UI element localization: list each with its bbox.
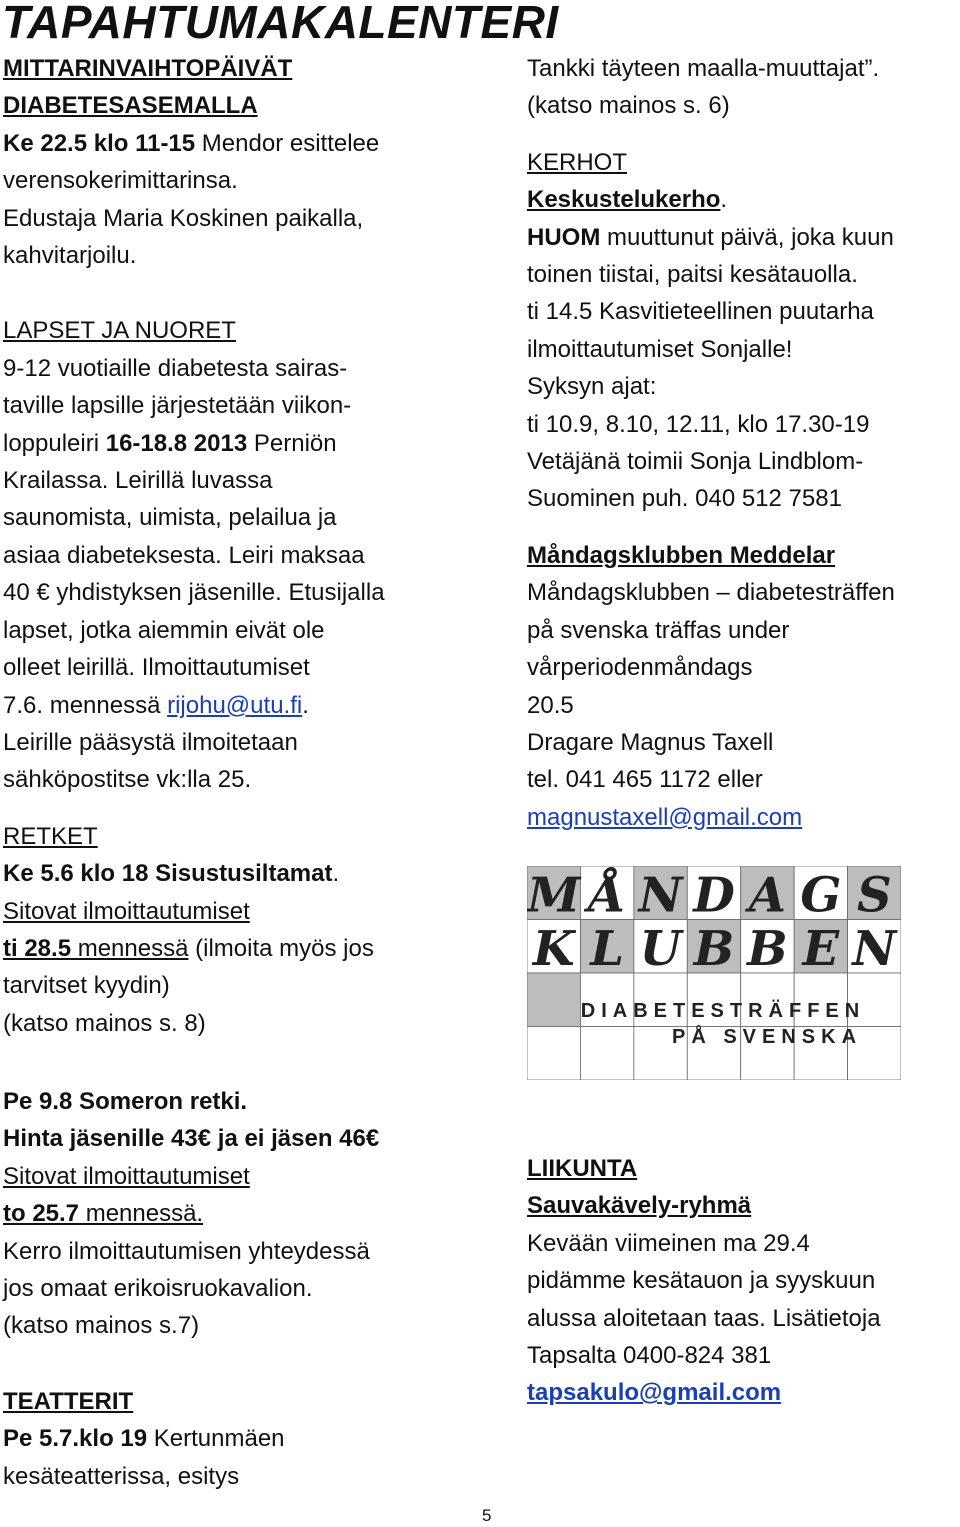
mandag-line-3: vårperiodenmåndags bbox=[527, 654, 753, 682]
retket-line-3c: (ilmoita myös jos bbox=[188, 934, 374, 962]
logo-letter: B bbox=[747, 920, 788, 977]
mandagsklubben-logo bbox=[527, 866, 901, 1080]
retket-line-5: (katso mainos s. 8) bbox=[3, 1009, 206, 1037]
liikunta-line-2: pidämme kesätauon ja syyskuun bbox=[527, 1267, 876, 1295]
right-column-lower bbox=[527, 1150, 960, 1412]
lapset-line-3 bbox=[3, 425, 473, 462]
logo-grid-cell bbox=[527, 973, 580, 1027]
someron-price: Hinta jäsenille 43€ ja ei jäsen 46€ bbox=[3, 1125, 380, 1153]
retket-line-1 bbox=[3, 855, 473, 892]
right-column-upper bbox=[527, 50, 960, 836]
liikunta-heading: LIIKUNTA bbox=[527, 1155, 638, 1182]
teatterit-line-1 bbox=[3, 1420, 473, 1457]
lapset-line-4: Krailassa. Leirillä luvassa bbox=[3, 467, 273, 495]
mittari-date: Ke 22.5 klo 11-15 bbox=[3, 129, 196, 157]
mandag-line-6: tel. 041 465 1172 eller bbox=[527, 766, 763, 794]
lapset-line-6: asiaa diabeteksesta. Leiri maksaa bbox=[3, 541, 365, 569]
lapset-line-10c: . bbox=[302, 691, 309, 719]
logo-letter: N bbox=[638, 867, 683, 924]
logo-letter: S bbox=[856, 867, 892, 924]
retket-heading: RETKET bbox=[3, 822, 98, 850]
retket-line-2: Sitovat ilmoittautumiset bbox=[3, 897, 250, 925]
lapset-line-3a: loppuleiri bbox=[3, 429, 106, 457]
huom-label: HUOM bbox=[527, 223, 601, 251]
retket-event: Ke 5.6 klo 18 Sisustusiltamat bbox=[3, 860, 333, 888]
mandag-heading: Måndagsklubben Meddelar bbox=[527, 541, 836, 569]
liikunta-line-4: Tapsalta 0400-824 381 bbox=[527, 1342, 772, 1370]
mandag-line-2: på svenska träffas under bbox=[527, 616, 790, 644]
kerhot-line-7: Vetäjänä toimii Sonja Lindblom- bbox=[527, 448, 864, 476]
lapset-line-10 bbox=[3, 687, 473, 724]
lapset-line-3c: Perniön bbox=[247, 429, 337, 457]
mittari-line-3: Edustaja Maria Koskinen paikalla, bbox=[3, 204, 364, 232]
someron-line-5: Kerro ilmoittautumisen yhteydessä bbox=[3, 1237, 370, 1265]
someron-deadline: to 25.7 bbox=[3, 1200, 80, 1228]
logo-letter: D bbox=[693, 867, 735, 924]
tankki-line-1: Tankki täyteen maalla-muuttajat”. bbox=[527, 55, 880, 82]
someron-line-6: jos omaat erikoisruokavalion. bbox=[3, 1275, 313, 1303]
retket-line-3 bbox=[3, 930, 473, 967]
someron-line-4-rest: mennessä. bbox=[79, 1200, 204, 1228]
keskustelukerho-dot: . bbox=[720, 186, 728, 214]
lapset-line-10a: 7.6. mennessä bbox=[3, 691, 168, 719]
logo-letter: B bbox=[693, 920, 735, 977]
mittari-heading-2: DIABETESASEMALLA bbox=[3, 92, 258, 120]
sauvakavely-heading: Sauvakävely-ryhmä bbox=[527, 1192, 752, 1220]
mittari-line-1-rest: Mendor esittelee bbox=[195, 129, 380, 157]
logo-letter: U bbox=[639, 920, 682, 977]
lapset-line-8: lapset, jotka aiemmin eivät ole bbox=[3, 616, 325, 644]
lapset-line-9: olleet leirillä. Ilmoittautumiset bbox=[3, 654, 310, 682]
kerhot-line-5: Syksyn ajat: bbox=[527, 373, 657, 401]
mittari-line-4: kahvitarjoilu. bbox=[3, 242, 137, 270]
teatterit-heading: TEATTERIT bbox=[3, 1387, 134, 1415]
teatterit-line-2: kesäteatterissa, esitys bbox=[3, 1462, 240, 1490]
kerhot-line-6: ti 10.9, 8.10, 12.11, klo 17.30-19 bbox=[527, 410, 870, 438]
mittari-heading: MITTARINVAIHTOPÄIVÄT bbox=[3, 55, 293, 82]
page-number: 5 bbox=[482, 1506, 492, 1525]
logo-letter: E bbox=[802, 920, 840, 977]
retket-line-1-rest: . bbox=[332, 860, 340, 888]
logo-letter: Å bbox=[588, 867, 626, 924]
logo-letter: K bbox=[532, 920, 575, 977]
kerhot-line-2: toinen tiistai, paitsi kesätauolla. bbox=[527, 261, 858, 289]
kerhot-line-1 bbox=[527, 219, 960, 256]
lapset-line-12: sähköpostitse vk:lla 25. bbox=[3, 766, 252, 794]
liikunta-line-3: alussa aloitetaan taas. Lisätietoja bbox=[527, 1304, 881, 1332]
mittari-line-2: verensokerimittarinsa. bbox=[3, 167, 238, 195]
mandag-line-1: Måndagsklubben – diabetesträffen bbox=[527, 579, 895, 607]
logo-letter: G bbox=[800, 867, 842, 924]
logo-letter: A bbox=[748, 867, 787, 924]
someron-line-3: Sitovat ilmoittautumiset bbox=[3, 1162, 250, 1190]
page-title: TAPAHTUMAKALENTERI bbox=[2, 0, 559, 48]
retket-line-4: tarvitset kyydin) bbox=[3, 972, 170, 1000]
logo-grid-cell bbox=[527, 1027, 580, 1081]
kerhot-subheading bbox=[527, 181, 960, 218]
mandag-line-5: Dragare Magnus Taxell bbox=[527, 728, 774, 756]
lapset-line-7: 40 € yhdistyksen jäsenille. Etusijalla bbox=[3, 579, 385, 607]
someron-title: Pe 9.8 Someron retki. bbox=[3, 1088, 248, 1115]
mittari-line-1 bbox=[3, 125, 473, 162]
tankki-line-2: (katso mainos s. 6) bbox=[527, 92, 730, 120]
logo-letter: M bbox=[527, 867, 581, 924]
someron-line-4 bbox=[3, 1195, 473, 1232]
lapset-line-2: taville lapsille järjestetään viikon- bbox=[3, 392, 352, 420]
kerhot-line-1-rest: muuttunut päivä, joka kuun bbox=[600, 223, 894, 251]
tapsakulo-email-link[interactable]: tapsakulo@gmail.com bbox=[527, 1379, 782, 1407]
lapset-line-1: 9-12 vuotiaille diabetesta sairas- bbox=[3, 354, 348, 382]
magnus-email-link[interactable]: magnustaxell@gmail.com bbox=[527, 803, 803, 831]
logo-subtitle-2: PÅ SVENSKA bbox=[671, 1026, 863, 1048]
lapset-line-5: saunomista, uimista, pelailua ja bbox=[3, 504, 337, 532]
kerhot-heading: KERHOT bbox=[527, 148, 628, 176]
logo-letter: L bbox=[590, 920, 625, 977]
liikunta-line-1: Kevään viimeinen ma 29.4 bbox=[527, 1229, 810, 1257]
lapset-line-11: Leirille pääsystä ilmoitetaan bbox=[3, 728, 298, 756]
teatterit-line-1-rest: Kertunmäen bbox=[147, 1425, 285, 1453]
left-column-lower bbox=[3, 1083, 473, 1495]
keskustelukerho-title: Keskustelukerho bbox=[527, 186, 721, 214]
teatterit-date: Pe 5.7.klo 19 bbox=[3, 1425, 148, 1453]
kerhot-line-3: ti 14.5 Kasvitieteellinen puutarha bbox=[527, 298, 874, 326]
someron-line-7: (katso mainos s.7) bbox=[3, 1312, 200, 1340]
mandag-line-4: 20.5 bbox=[527, 691, 574, 719]
rijohu-email-link[interactable]: rijohu@utu.fi bbox=[167, 691, 303, 719]
kerhot-line-4: ilmoittautumiset Sonjalle! bbox=[527, 335, 793, 363]
logo-letter: N bbox=[852, 920, 897, 977]
retket-line-3-rest: mennessä bbox=[71, 934, 189, 962]
lapset-dates: 16-18.8 2013 bbox=[105, 429, 248, 457]
kerhot-line-8: Suominen puh. 040 512 7581 bbox=[527, 485, 842, 513]
retket-deadline: ti 28.5 bbox=[3, 934, 72, 962]
left-column-upper bbox=[3, 50, 473, 1042]
logo-grid-cell bbox=[580, 1027, 633, 1081]
lapset-heading: LAPSET JA NUORET bbox=[3, 317, 236, 345]
logo-subtitle-1: DIABETESTRÄFFEN bbox=[580, 1000, 866, 1022]
